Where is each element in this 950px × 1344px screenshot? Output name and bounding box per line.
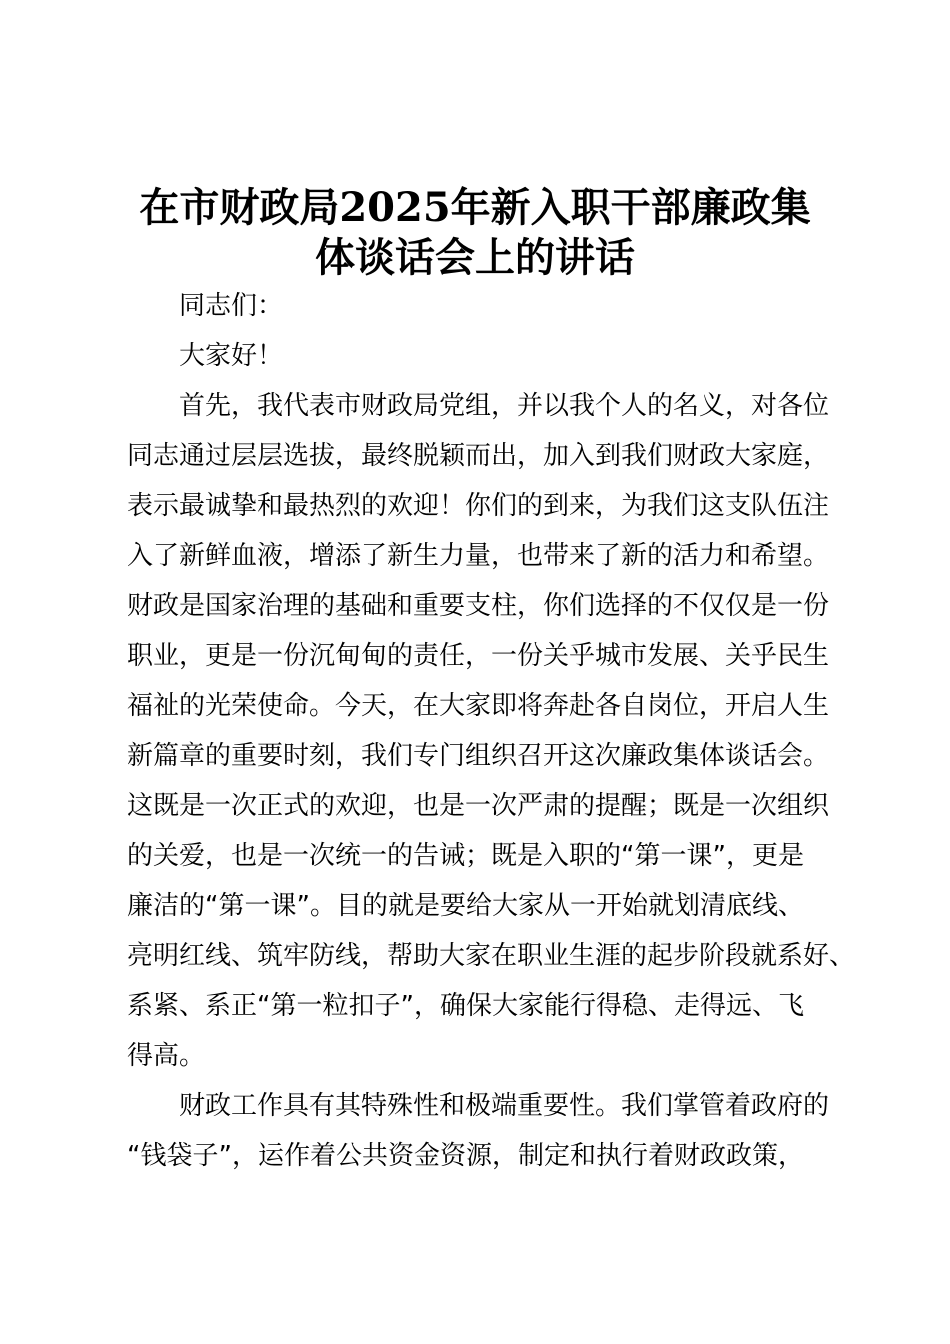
text-line: 亮明红线、筑牢防线，帮助大家在职业生涯的起步阶段就系好、: [127, 941, 856, 971]
text-line: 表示最诚挚和最热烈的欢迎！你们的到来，为我们这支队伍注: [127, 491, 830, 521]
text-line: 这既是一次正式的欢迎，也是一次严肃的提醒；既是一次组织: [127, 791, 830, 821]
text-line: 得高。: [127, 1041, 206, 1071]
document-title-line-1: 在市财政局2025年新入职干部廉政集: [139, 184, 811, 231]
text-line: “钱袋子”，运作着公共资金资源，制定和执行着财政政策，: [127, 1141, 804, 1171]
text-line: 入了新鲜血液，增添了新生力量，也带来了新的活力和希望。: [127, 541, 830, 571]
text-line: 财政工作具有其特殊性和极端重要性。我们掌管着政府的: [179, 1091, 830, 1121]
text-line: 大家好！: [179, 341, 284, 371]
text-line: 廉洁的“第一课”。目的就是要给大家从一开始就划清底线、: [127, 891, 804, 921]
text-line: 财政是国家治理的基础和重要支柱，你们选择的不仅仅是一份: [127, 591, 830, 621]
text-line: 同志们：: [179, 291, 284, 321]
text-line: 福祉的光荣使命。今天，在大家即将奔赴各自岗位，开启人生: [127, 691, 830, 721]
text-line: 的关爱，也是一次统一的告诫；既是入职的“第一课”，更是: [127, 841, 804, 871]
text-line: 首先，我代表市财政局党组，并以我个人的名义，对各位: [179, 391, 830, 421]
text-line: 同志通过层层选拔，最终脱颖而出，加入到我们财政大家庭，: [127, 441, 830, 471]
document-title-line-2: 体谈话会上的讲话: [315, 234, 635, 281]
text-line: 新篇章的重要时刻，我们专门组织召开这次廉政集体谈话会。: [127, 741, 830, 771]
document-body: [127, 286, 856, 1186]
text-line: 职业，更是一份沉甸甸的责任，一份关乎城市发展、关乎民生: [127, 641, 830, 671]
text-line: 系紧、系正“第一粒扣子”，确保大家能行得稳、走得远、飞: [127, 991, 804, 1021]
